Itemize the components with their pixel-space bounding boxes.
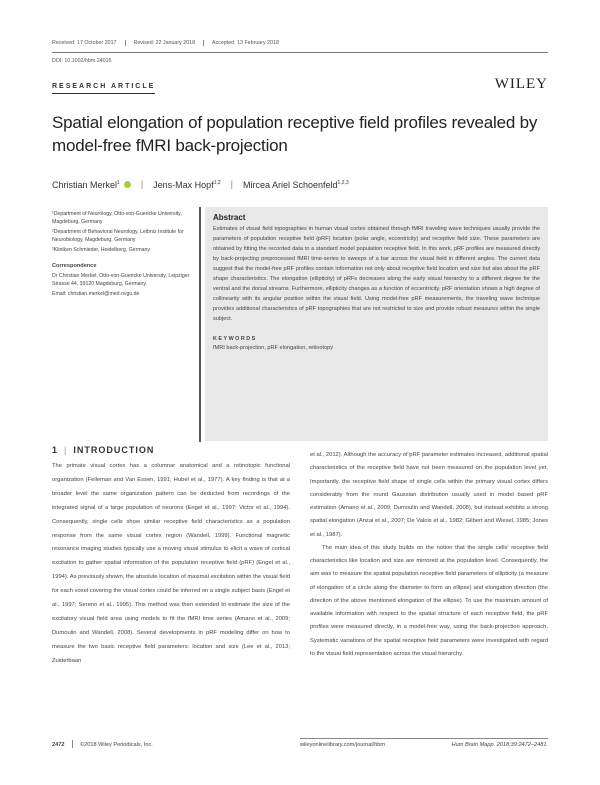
copyright: ©2018 Wiley Periodicals, Inc. (80, 742, 153, 748)
abstract-heading: Abstract (213, 213, 246, 222)
footer-separator (72, 740, 73, 748)
article-type: RESEARCH ARTICLE (52, 83, 155, 94)
body-column-right (310, 449, 548, 661)
article-dates (52, 40, 295, 46)
author[interactable]: Christian Merkel$^1$ (52, 180, 120, 190)
page-number: 2472 (52, 742, 65, 748)
affiliations (52, 210, 192, 300)
paragraph: et al., 2012). Although the accuracy of pRF parameter estimates increased, additional spatial characteristics of the receptive field have not been measured on the population level yet. Importantly, the receptive field shape of single cells within the primary visual cortex differs considerably from the round Gaussian distribution usually used in model based pRF estimation (Amano et al., 2009; Dumoulin and Wandell, 2008), but instead exhibits a strong spatial elongation (Anzai et al., 2007; De Valois et al., 1982; Gilbert and Wiesel, 1985; Jones et al., 1987). (310, 452, 548, 538)
accepted-date: Accepted: 13 February 2018 (212, 40, 279, 46)
doi[interactable]: DOI: 10.1002/hbm.24015 (52, 58, 112, 64)
paragraph: The main idea of this study builds on the notion that the single cells' receptive field characteristics like location and size are mirrored at the population level. Consequently, the aim was to measure the spatial population receptive field parameters of ellipticity (a measure of elongation of a circle along the diameter to form an ellipse) and elongation direction (the direction of the above mentioned elongation of the ellipse). To use the maximum amount of available information with respect to the spatial structure of each receptive field, the pRF profiles were measured directly, in a model-free way, using the back-projection approach. Systematic variations of the spatial receptive field parameters were investigated with regard to the visual field representation across the visual hierarchy. (310, 544, 548, 657)
affiliation: ²Department of Behavioral Neurology, Leibniz Institute for Neurobiology, Magdeburg, Germany (52, 229, 184, 243)
orcid-icon[interactable] (124, 181, 131, 188)
author[interactable]: Mircea Ariel Schoenfeld$^{1,2,3}$ (242, 180, 349, 190)
correspondence-heading: Correspondence (52, 263, 97, 269)
header-divider (52, 52, 548, 53)
section-heading: 1 | INTRODUCTION (52, 445, 155, 455)
affiliation: ³Kliniken Schmieder, Heidelberg, Germany (52, 247, 151, 253)
keywords-heading: KEYWORDS (213, 336, 257, 342)
affiliation: ¹Department of Neurology, Otto-von-Guericke University, Magdeburg, Germany (52, 211, 182, 225)
author-separator: | (140, 179, 144, 189)
author-list (52, 176, 349, 192)
author[interactable]: Jens-Max Hopf$^{1,2}$ (153, 180, 221, 190)
abstract-text: Estimates of visual field topographies in human visual cortex obtained through fMRI traveling wave techniques usually provide the parameters of population receptive field (pRF) location (polar angle, eccentricity) and receptive field size. These parameters are obtained by fitting the recorded data to a standard model population receptive field. In this work, pRF profiles are measured directly by back-projecting preprocessed fMRI time-series to sweeps of a bar across the visual field in different angles. The current data suggest that the model-free pRF profiles contain information not only about receptive field location and size but also about the pRF shape characteristics. The elongation (ellipticity) of pRFs decreases along the early visual hierarchy to a different degree for the ventral and the dorsal streams. Furthermore, ellipticity changes as a function of eccentricity. pRF orientation shows a high degree of collinearity with its angular position within the visual field. Using model-free pRF measurements, the traveling wave technique provides additional characteristics of pRF topographies that are not restricted to size and provide robust measures within the single subject. (213, 226, 540, 322)
abstract-rule (199, 207, 201, 442)
author-separator: | (230, 179, 233, 189)
revised-date: Revised: 22 January 2018 (134, 40, 205, 46)
citation: Hum Brain Mapp. 2018;39:2472–2481. (451, 742, 548, 748)
received-date: Received: 17 October 2017 (52, 40, 126, 46)
footer-divider (300, 738, 548, 739)
paragraph: The primate visual cortex has a columnar anatomical and a retinotopic functional organization (Felleman and Van Essen, 1991; Hubel et al., 1977). A key finding is that at a broader level the same organization pattern can be deducted from recordings of the integrated signal of a large population of neurons (Engel et al., 1997; Victor et al., 1994). Consequently, single cells show similar receptive field characteristics as a population response from the same visual cortex region (Wandell, 1999). Functional magnetic resonance imaging studies typically use a moving visual stimulus to elicit a wave of cortical excitation to gather spatial information of the population receptive field (pRF) (Engel et al., 1994). As previously shown, the absolute location of maximal excitation within the visual field for each voxel covering the visual cortex could be inferred on a single subject basis (Engel et al., 1997; Sereno et al., 1995). This method was then extended to estimate the size of the excitatory visual field area using models to fit the fMRI time series (Amano et al., 2009; Dumoulin and Wandell, 2008). Several developments in pRF modeling differ on how to measure the two basic receptive field parameters: location and size (Lee et al., 2013; Zuiderbaan (52, 463, 290, 664)
journal-url[interactable]: wileyonlinelibrary.com/journal/hbm (300, 742, 386, 748)
keywords: fMRI back-projection, pRF elongation, retinotopy (213, 345, 334, 351)
paper-title: Spatial elongation of population receptive field profiles revealed by model-free fMRI back-projection (52, 113, 538, 155)
correspondence-text: Dr Christian Merkel, Otto-von-Guericke University, Leipziger Strasse 44, 39120 Magdeburg, Germany. (52, 273, 190, 287)
publisher-logo: WILEY (494, 76, 548, 92)
abstract-box (205, 207, 548, 441)
body-column-left (52, 460, 290, 669)
correspondence-email[interactable]: Email: christian.merkel@med.ovgu.de (52, 291, 140, 297)
